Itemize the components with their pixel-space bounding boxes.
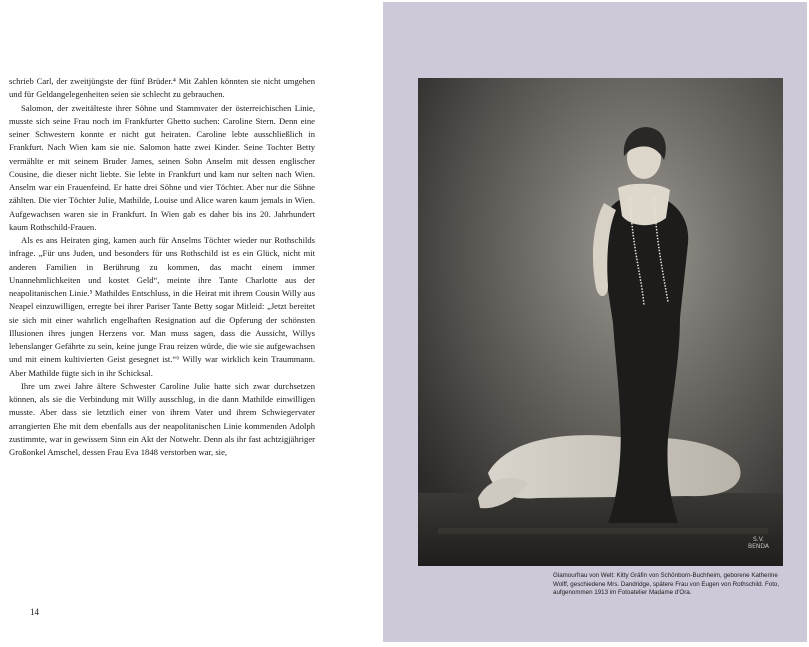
photographer-signature: S.V. BENDA [747, 536, 769, 550]
page-number: 14 [30, 607, 39, 617]
portrait-photo [418, 78, 783, 566]
paragraph-2: Salomon, der zweitälteste ihrer Söhne und Stammvater der österreichischen Linie, musste sich seine Frau noch im Frankfurter Ghetto suchen: Caroline Stern. Denn eine seiner Schwestern konnte er nicht gut heiraten. Caroline lebte ausschließlich in Frankfurt. Nach Wien kam sie nie. Salomon hatte zwei Kinder. Seine Tochter Betty vermählte er mit seinem Bruder James, seinen Sohn Anselm mit dessen englischer Cousine, die dieser nicht liebte. Sie lebte in Frankfurt und kam nur selten nach Wien. Anselm war ein Frauenfeind. Er hatte drei Söhne und vier Töchter. Aber nur die Söhne zählten. Die vier Töchter Julie, Mathilde, Louise und Alice waren kaum jemals in Wien. Aufgewachsen waren sie in Frankfurt. In Wien gab es daher bis ins 20. Jahrhundert kaum Rothschild-Frauen. [9, 102, 315, 232]
paragraph-3: Als es ans Heiraten ging, kamen auch für Anselms Töchter wieder nur Rothschilds infrage. „Für uns Juden, und besonders für uns Rothschild ist es ein Glück, nicht mit anderen Familien in Berührung zu kommen, das macht einem immer Unannehmlichkeiten und kostet Geld“, meinte ihre Tante Charlotte aus der neapolitanischen Linie.⁵ Mathildes Entschluss, in die Heirat mit ihrem Cousin Willy aus Neapel einzuwilligen, erregte bei ihrer Pariser Tante Betty sogar Mitleid: „Jetzt bereitet sie sich mit einer wahrlich engelhaften Resignation auf die Opferung der schönsten Illusionen ihres jungen Herzens vor. Man muss sagen, dass die Aussicht, Willys lebenslanger Gefährte zu sein, keine junge Frau reizen würde, die wie sie aufgewachsen und mit einem kultivierten Geist gesegnet ist.“⁶ Willy war wirklich kein Traummann. Aber Mathilde fügte sich in ihr Schicksal. [9, 235, 315, 378]
portrait-illustration [418, 78, 783, 566]
right-page [383, 2, 807, 642]
photo-caption: Glamourfrau von Welt: Kitty Gräfin von Schönborn-Buchheim, geborene Katherine Wolff, geschiedene Mrs. Dandridge, spätere Frau von Eugen von Rothschild. Foto, aufgenommen 1913 im Fotoatelier Madame d'Ora. [553, 572, 780, 596]
paragraph-1: schrieb Carl, der zweitjüngste der fünf Brüder.⁴ Mit Zahlen könnten sie nicht umgehen und für Geldangelegenheiten seien sie schlecht zu gebrauchen. [9, 76, 315, 100]
left-page [0, 0, 382, 647]
body-text [9, 75, 315, 459]
paragraph-4: Ihre um zwei Jahre ältere Schwester Caroline Julie hatte sich zwar durchsetzen können, als sie die Verbindung mit Willy ausschlug, in die dann Mathilde einwilligen musste. Aber dass sie letztlich einer von ihrem Vater und ihrem Schwiegervater arrangierten Ehe mit dem ebenfalls aus der neapolitanischen Linie kommenden Adolph zustimmte, war in gewissem Sinn ein Akt der Notwehr. Denn als ihr fast achtzigjähriger Großonkel Amschel, dessen Frau Eva 1848 verstorben war, sie, [9, 380, 315, 457]
